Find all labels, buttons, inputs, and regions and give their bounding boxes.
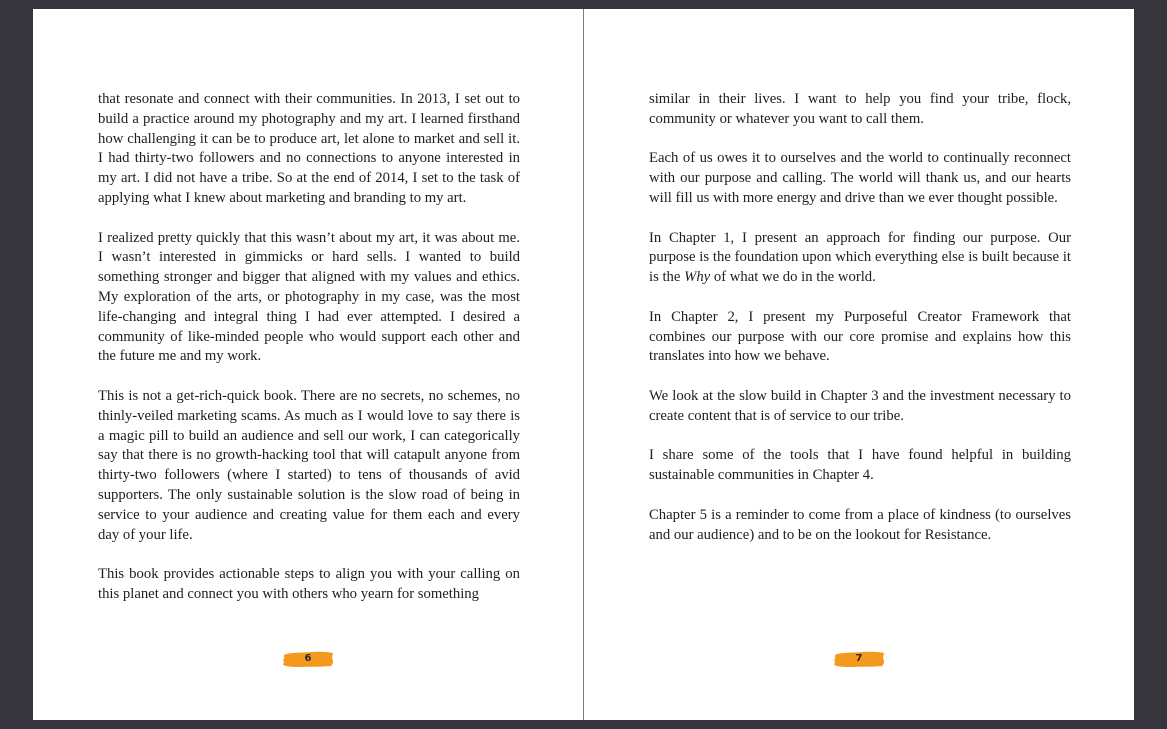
italic-why: Why xyxy=(684,269,711,286)
paragraph: that resonate and connect with their communities. In 2013, I set out to build a practice around my photography and my art. I learned firsthand how challenging it can be to produce art, let alone to market and sell it. I had thirty-two followers and no connections to anyone interested in my art. I did not have a tribe. So at the end of 2014, I set to the task of applying what I knew about marketing and branding to my art. xyxy=(98,91,520,206)
paragraph: Chapter 5 is a reminder to come from a place of kindness (to ourselves and our audience) and to be on the lookout for Resistance. xyxy=(649,506,1071,543)
right-page-text xyxy=(649,90,1071,565)
right-page xyxy=(584,9,1134,720)
paragraph: I share some of the tools that I have found helpful in building sustainable communities in Chapter 4. xyxy=(649,447,1071,484)
left-page-text xyxy=(98,90,520,625)
page-number: 7 xyxy=(855,653,863,664)
paragraph: similar in their lives. I want to help you find your tribe, flock, community or whatever you want to call them. xyxy=(649,91,1071,127)
paragraph: This book provides actionable steps to align you with your calling on this planet and connect you with others who yearn for something xyxy=(98,566,520,602)
text-run: In Chapter 1, I present an approach for finding our purpose. Our purpose is the foundation upon which everything else is built because it is the xyxy=(649,229,1071,286)
paragraph: I realized pretty quickly that this wasn’t about my art, it was about me. I wasn’t interested in gimmicks or hard sells. I wanted to build something stronger and bigger that aligned with my values and ethics. My exploration of the arts, or photography in my case, was the most life-changing and integral thing I had ever attempted. I desired a community of like-minded people who would support each other and the future me and my work. xyxy=(98,229,520,365)
paragraph: We look at the slow build in Chapter 3 and the investment necessary to create content that is of service to our tribe. xyxy=(649,387,1071,424)
paragraph: Each of us owes it to ourselves and the world to continually reconnect with our purpose and calling. The world will thank us, and our hearts will fill us with more energy and drive than we ever thought possible. xyxy=(649,150,1071,206)
text-run: of what we do in the world. xyxy=(710,269,876,286)
left-page xyxy=(33,9,583,720)
page-number-badge xyxy=(833,650,885,668)
book-spread xyxy=(33,9,1134,720)
page-number: 6 xyxy=(304,653,312,664)
paragraph-chapter-1 xyxy=(649,229,1071,288)
paragraph: In Chapter 2, I present my Purposeful Creator Framework that combines our purpose with our core promise and explains how this translates into how we behave. xyxy=(649,308,1071,365)
paragraph: This is not a get-rich-quick book. There are no secrets, no schemes, no thinly-veiled marketing scams. As much as I would love to say there is a magic pill to build an audience and sell our work, I can categorically say that there is no growth-hacking tool that will catapult anyone from thirty-two followers (where I started) to tens of thousands of avid supporters. The only sustainable solution is the slow road of being in service to your audience and creating value for them each and every day of your life. xyxy=(98,387,520,543)
page-number-badge xyxy=(282,650,334,668)
